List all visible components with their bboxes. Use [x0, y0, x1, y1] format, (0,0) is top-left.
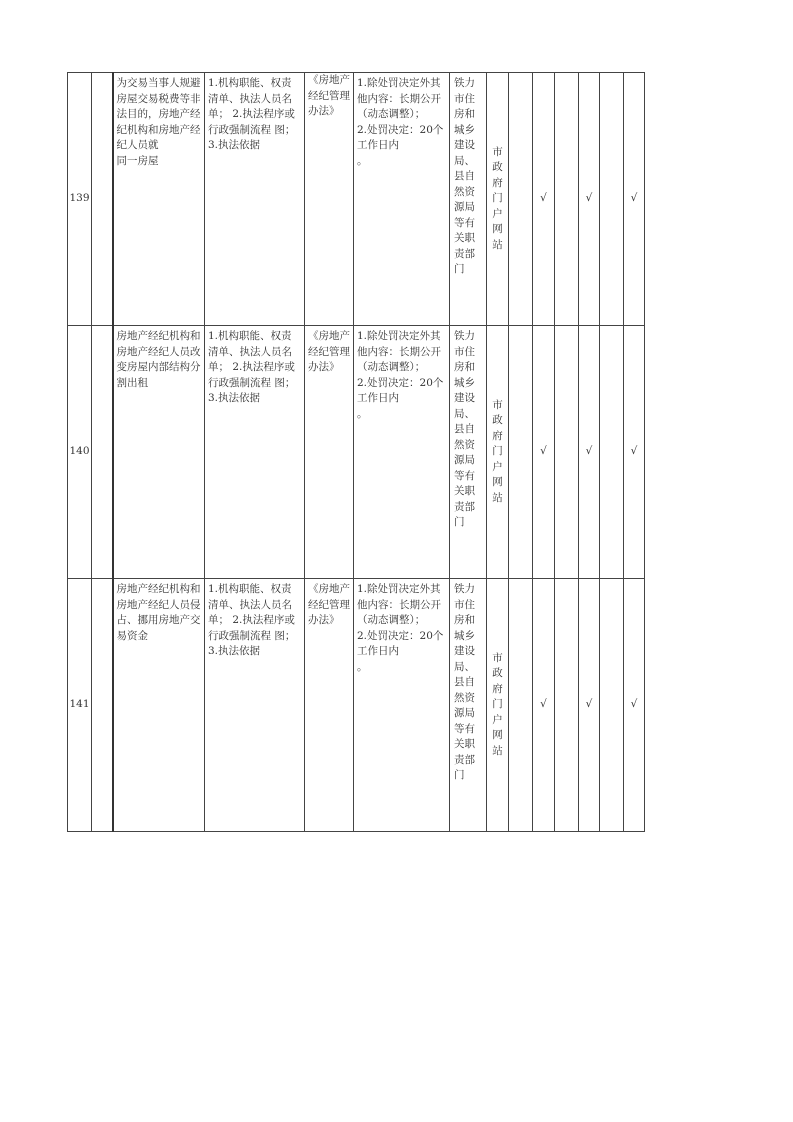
- basis-cell: [305, 73, 354, 326]
- basis-text: 《房地产经纪管理办法》: [308, 583, 350, 626]
- dept-cell: [450, 73, 487, 326]
- channel-cell: [487, 73, 509, 326]
- dept-text: 铁力市住房和城乡建设局、县自然资源局等有关职责部门: [454, 583, 475, 781]
- table-row: [68, 73, 645, 326]
- mark-cell: √: [579, 579, 600, 832]
- row-number: 140: [68, 326, 92, 579]
- channel-text: 市政府门户网站: [492, 145, 503, 251]
- time-cell: [354, 73, 450, 326]
- mark-cell: [555, 579, 579, 832]
- mark-cell: √: [624, 326, 645, 579]
- table-row: [68, 326, 645, 579]
- time-text: 1.除处罚决定外其他内容：长期公开 （动态调整）； 2.处罚决定：20个工作日内 。: [357, 583, 444, 673]
- dept-text: 铁力市住房和城乡建设局、县自然资源局等有关职责部门: [454, 330, 475, 528]
- mark-cell: [509, 326, 533, 579]
- blank-cell: [92, 73, 113, 326]
- channel-text: 市政府门户网站: [492, 398, 503, 504]
- basis-text: 《房地产经纪管理办法》: [308, 330, 350, 373]
- mark-cell: [509, 73, 533, 326]
- basis-text: 《房地产经纪管理办法》: [308, 74, 350, 117]
- time-cell: [354, 579, 450, 832]
- content-text: 1.机构职能、权责清单、执法人员名单； 2.执法程序或行政强制流程 图； 3.执法依据: [208, 330, 296, 404]
- mark-cell: [555, 73, 579, 326]
- item-cell: [113, 73, 205, 326]
- dept-text: 铁力市住房和城乡建设局、县自然资源局等有关职责部门: [454, 77, 475, 275]
- basis-cell: [305, 579, 354, 832]
- mark-cell: √: [533, 326, 555, 579]
- row-number: 139: [68, 73, 92, 326]
- time-cell: [354, 326, 450, 579]
- channel-cell: [487, 326, 509, 579]
- item-cell: [113, 579, 205, 832]
- content-cell: [205, 73, 305, 326]
- item-text: 为交易当事人规避房屋交易税费等非法目的，房地产经纪机构和房地产经纪人员就 同一房屋: [116, 77, 201, 167]
- item-text: 房地产经纪机构和房地产经纪人员侵占、挪用房地产交易资金: [116, 583, 201, 642]
- dept-cell: [450, 579, 487, 832]
- content-text: 1.机构职能、权责清单、执法人员名单； 2.执法程序或行政强制流程 图； 3.执法依据: [208, 77, 296, 151]
- mark-cell: [509, 579, 533, 832]
- channel-cell: [487, 579, 509, 832]
- blank-cell: [92, 579, 113, 832]
- mark-cell: √: [533, 73, 555, 326]
- mark-cell: [555, 326, 579, 579]
- mark-cell: √: [533, 579, 555, 832]
- item-cell: [113, 326, 205, 579]
- mark-cell: [600, 326, 624, 579]
- disclosure-table: [67, 72, 645, 832]
- mark-cell: √: [624, 73, 645, 326]
- blank-cell: [92, 326, 113, 579]
- table-row: [68, 579, 645, 832]
- time-text: 1.除处罚决定外其他内容：长期公开 （动态调整）； 2.处罚决定：20个工作日内 。: [357, 330, 444, 420]
- content-cell: [205, 326, 305, 579]
- basis-cell: [305, 326, 354, 579]
- row-number: 141: [68, 579, 92, 832]
- mark-cell: √: [624, 579, 645, 832]
- content-cell: [205, 579, 305, 832]
- mark-cell: √: [579, 326, 600, 579]
- channel-text: 市政府门户网站: [492, 651, 503, 757]
- mark-cell: [600, 73, 624, 326]
- time-text: 1.除处罚决定外其他内容：长期公开 （动态调整）； 2.处罚决定：20个工作日内 。: [357, 77, 444, 167]
- dept-cell: [450, 326, 487, 579]
- mark-cell: [600, 579, 624, 832]
- item-text: 房地产经纪机构和房地产经纪人员改变房屋内部结构分割出租: [116, 330, 201, 389]
- mark-cell: √: [579, 73, 600, 326]
- content-text: 1.机构职能、权责清单、执法人员名单； 2.执法程序或行政强制流程 图； 3.执法依据: [208, 583, 296, 657]
